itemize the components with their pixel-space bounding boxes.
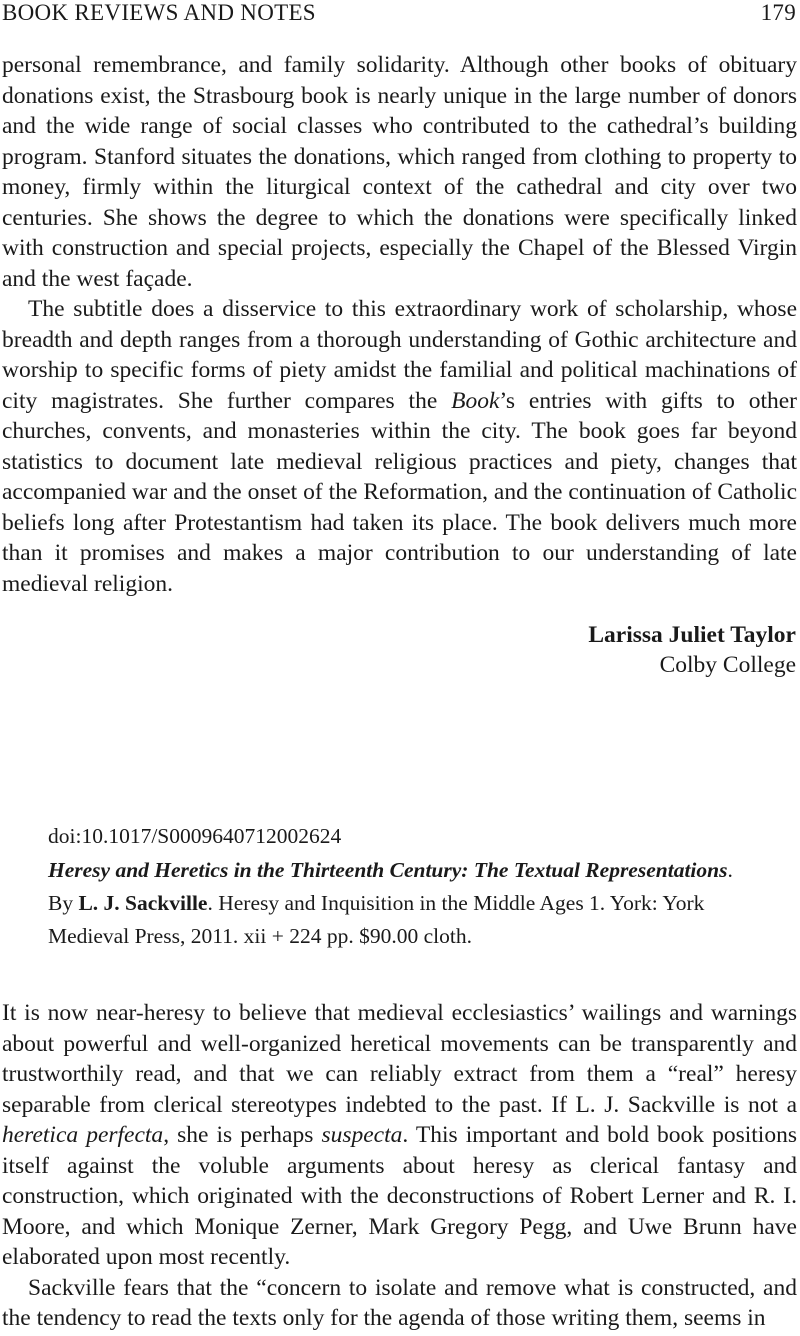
italic-book-title: Book [451,387,500,414]
previous-review-paragraph-2 [2,294,797,599]
text-run: ’s entries with gifts to other churches, convents, and monasteries within the city. The book goes far beyond statistics to document late medieval religious practices and piety, changes that accompanied war and the onset of the Reformation, and the continuation of Catholic beliefs long after Protestantism had taken its place. The book delivers much more than it promises and makes a major contribution to our understanding of late medieval religion. [2,387,798,597]
doi-link[interactable]: doi:10.1017/S0009640712002624 [48,824,342,848]
text-run: . By [48,858,733,915]
section-title: BOOK REVIEWS AND NOTES [2,0,316,25]
text-run: The subtitle does a disservice to this extraordinary work of scholarship, whose breadth and depth ranges from a thorough understanding of Gothic architecture and worship to specific forms of piety amidst the familial and political machinations of city magistrates. She further compares the [2,296,797,414]
reviewer-name: Larissa Juliet Taylor [588,622,796,648]
book-reference [48,854,748,953]
previous-review-paragraph-1: personal remembrance, and family solidarity. Although other books of obituary donations exist, the Strasbourg book is nearly unique in the large number of donors and the wide range of social classes who contributed to the cathedral’s building program. Stanford situates the donations, which ranged from clothing to property to money, firmly within the liturgical context of the cathedral and city over two centuries. She shows the degree to which the donations were specifically linked with construction and special projects, especially the Chapel of the Blessed Virgin and the west façade. [2,52,797,292]
italic-term: suspecta [321,1122,403,1148]
review-paragraph-2: Sackville fears that the “concern to isolate and remove what is constructed, and the tendency to read the texts only for the agenda of those writing them, seems in [2,1274,797,1331]
reviewer-affiliation: Colby College [659,652,796,678]
text-run: It is now near-heresy to believe that medieval ecclesiastics’ wailings and warnings about powerful and well-organized heretical movements can be transparently and trustworthily read, and that we can reliably extract from them a “real” heresy separable from clerical stereotypes indebted to the past. If L. J. Sackville is not a [2,1000,797,1118]
previous-review [2,50,797,599]
book-title: Heresy and Heretics in the Thirteenth Century: The Textual Representations [48,858,728,882]
text-run: . This important and bold book positions itself against the voluble arguments about heresy as clerical fantasy and construction, which originated with the deconstructions of Robert Lerner and R. I. Moore, and which Monique Zerner, Mark Gregory Pegg, and Uwe Brunn have elaborated upon most recently. [2,1122,797,1270]
reviewer-signature [588,620,796,680]
book-author: L. J. Sackville [78,891,208,915]
review-paragraph-1 [2,998,797,1273]
page-number: 179 [760,0,796,25]
book-citation [48,822,748,953]
italic-term: heretica perfecta [2,1122,164,1148]
running-header [2,0,796,26]
book-details: . Heresy and Inquisition in the Middle Ages 1. York: York Medieval Press, 2011. xii + 224 pp. $90.00 cloth. [48,891,705,948]
text-run: , she is perhaps [163,1122,322,1148]
review-body [2,998,797,1334]
